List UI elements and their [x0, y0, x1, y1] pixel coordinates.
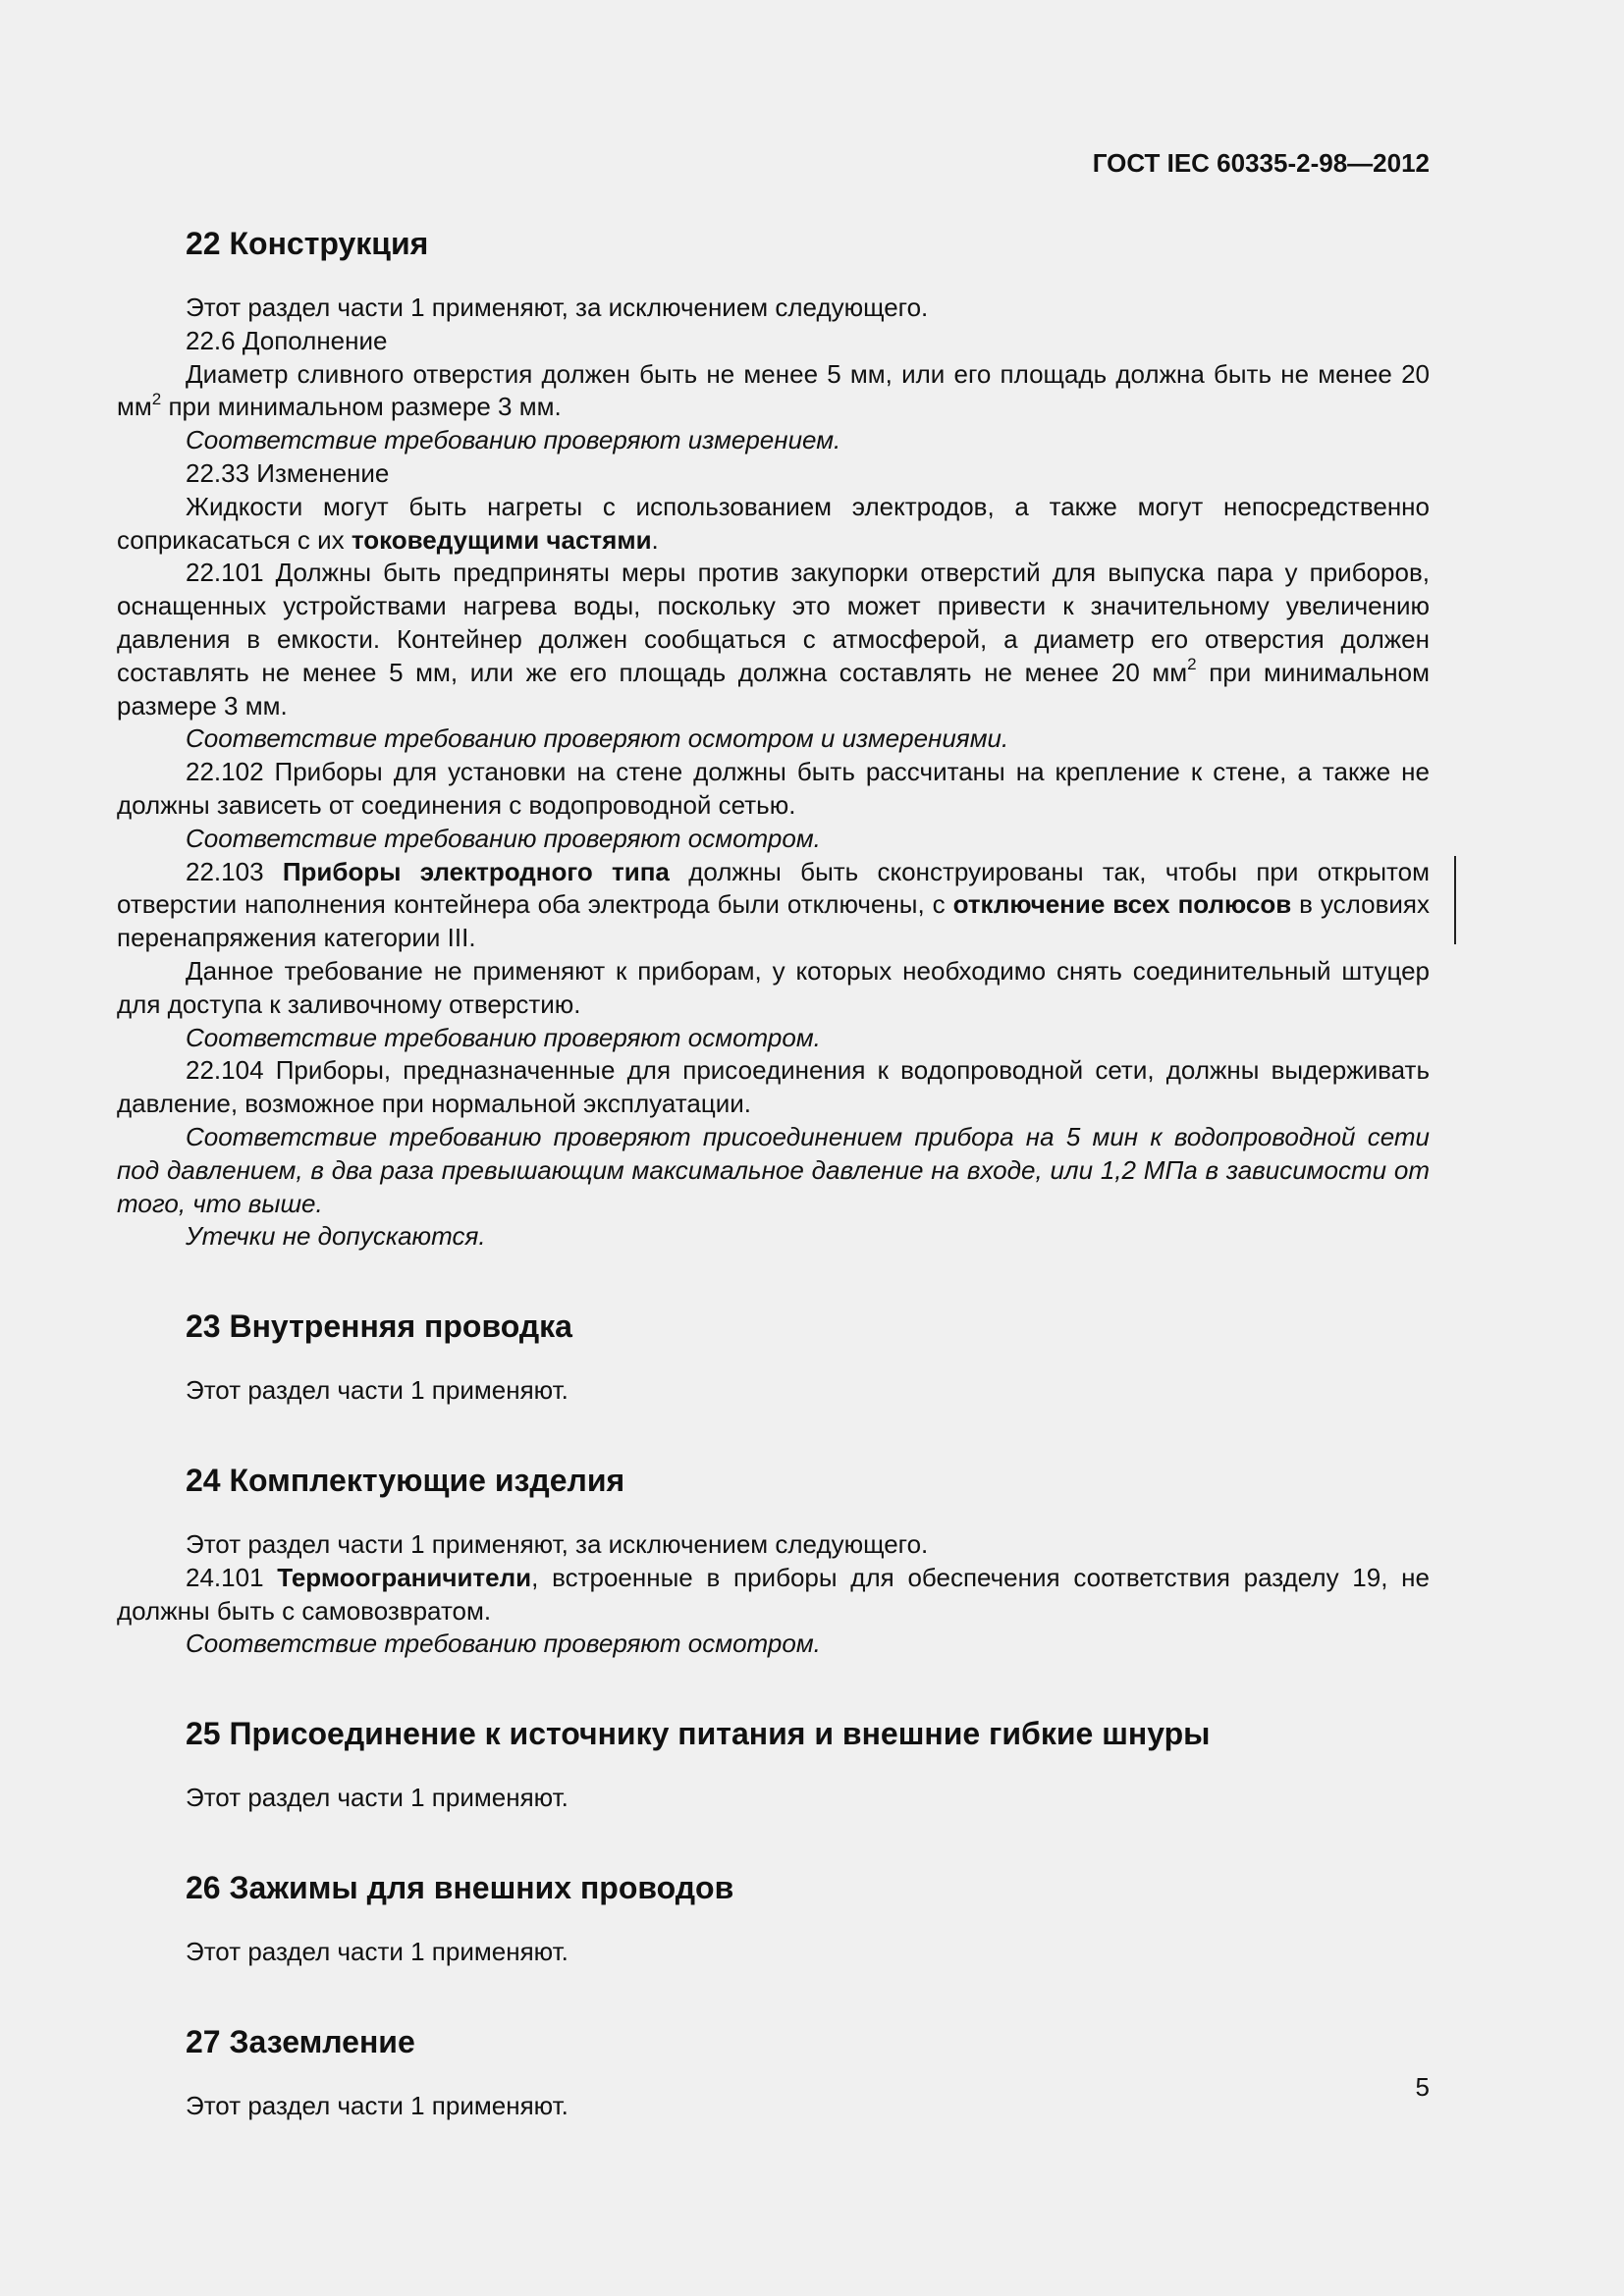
clause-22-6-text-b: при минимальном размере 3 мм.: [161, 392, 562, 422]
clause-22-102-text: 22.102 Приборы для установки на стене должны быть рассчитаны на крепление к стене, а также не должны зависеть от соединения с водопроводной сетью.: [117, 757, 1430, 820]
section-25-text: Этот раздел части 1 применяют.: [186, 1783, 568, 1813]
section-24-intro: Этот раздел части 1 применяют, за исключением следующего.: [186, 1528, 929, 1559]
clause-22-6-compliance: Соответствие требованию проверяют измерением.: [186, 425, 841, 455]
section-27-heading: 27 Заземление: [186, 2023, 415, 2059]
clause-22-102-compliance: Соответствие требованию проверяют осмотром.: [186, 823, 821, 853]
clause-24-101-text: [117, 1562, 1430, 1629]
clause-22-104-text: 22.104 Приборы, предназначенные для присоединения к водопроводной сети, должны выдерживать давление, возможное при нормальной эксплуатации.: [117, 1055, 1430, 1119]
change-marker-bar: [1454, 856, 1456, 944]
clause-22-104-compliance-2: Утечки не допускаются.: [186, 1221, 486, 1252]
page-number: 5: [1415, 2072, 1430, 2102]
clause-24-101-text-a: , встроенные в приборы для обеспечения соответствия разделу 19, не должны быть с самовозвратом.: [117, 1562, 1430, 1626]
clause-22-103-number: 22.103: [186, 856, 283, 886]
clause-22-101-text-a: 22.101 Должны быть предприняты меры против закупорки отверстий для выпуска пара у приборов, оснащенных устройствами нагрева воды, поскольку это может привести к значительному увеличению давления в емкости. Контейнер должен сообщаться с атмосферой, а диаметр его отверстия должен составлять не менее 5 мм, или же его площадь должна составлять не менее 20 мм: [117, 558, 1430, 687]
section-23-text: Этот раздел части 1 применяют.: [186, 1375, 568, 1406]
document-body: [117, 224, 1430, 2122]
section-26-text: Этот раздел части 1 применяют.: [186, 1936, 568, 1966]
defined-term-all-pole-disconnection: отключение всех полюсов: [952, 889, 1292, 920]
clause-22-33-title: 22.33 Изменение: [186, 457, 390, 488]
document-header: ГОСТ IEC 60335-2-98—2012: [1092, 148, 1430, 178]
section-25-heading: 25 Присоединение к источнику питания и внешние гибкие шнуры: [186, 1716, 1211, 1752]
clause-22-101-compliance: Соответствие требованию проверяют осмотром и измерениями.: [186, 723, 1009, 754]
clause-22-103-compliance: Соответствие требованию проверяют осмотром.: [186, 1022, 821, 1052]
clause-22-33-text-a: Жидкости могут быть нагреты с использованием электродов, а также могут непосредственно соприкасаться с их: [117, 491, 1430, 555]
section-22-intro: Этот раздел части 1 применяют, за исключением следующего.: [186, 293, 929, 322]
clause-22-33-text-b: .: [651, 524, 659, 555]
section-22-heading: 22 Конструкция: [186, 226, 429, 261]
clause-22-6-text-a: Диаметр сливного отверстия должен быть не менее 5 мм, или его площадь должна быть не менее 20 мм: [117, 358, 1430, 422]
clause-22-104-compliance: Соответствие требованию проверяют присоединением прибора на 5 мин к водопроводной сети под давлением, в два раза превышающим максимальное давление на входе, или 1,2 МПа в зависимости от того, что выше.: [117, 1121, 1430, 1218]
defined-term-thermal-cut-outs: Термоограничители: [277, 1562, 532, 1592]
section-23-heading: 23 Внутренняя проводка: [186, 1308, 572, 1345]
defined-term-live-parts: токоведущими частями: [351, 524, 652, 555]
clause-22-103-text-a: должны быть сконструированы так, чтобы при открытом отверстии наполнения контейнера оба электрода были отключены, с: [117, 856, 1430, 920]
clause-22-6-text: [117, 358, 1430, 425]
clause-22-103-text: [117, 856, 1430, 955]
clause-22-33-text: [117, 491, 1430, 558]
section-26-heading: 26 Зажимы для внешних проводов: [186, 1869, 734, 1905]
defined-term-electrode-appliances: Приборы электродного типа: [282, 856, 670, 886]
section-27-text: Этот раздел части 1 применяют.: [186, 2090, 568, 2120]
clause-24-101-number: 24.101: [186, 1562, 278, 1592]
clause-24-101-compliance: Соответствие требованию проверяют осмотром.: [186, 1629, 821, 1659]
clause-22-101-text: [117, 557, 1430, 722]
clause-22-101-text-b: при минимальном размере 3 мм.: [117, 657, 1430, 721]
section-24-heading: 24 Комплектующие изделия: [186, 1462, 625, 1498]
clause-22-103-text-b: в условиях перенапряжения категории III.: [117, 889, 1430, 953]
clause-22-103-note: Данное требование не применяют к приборам, у которых необходимо снять соединительный штуцер для доступа к заливочному отверстию.: [117, 955, 1430, 1019]
superscript-2: 2: [151, 389, 162, 408]
clause-22-6-title: 22.6 Дополнение: [186, 325, 388, 355]
superscript-2: 2: [1187, 655, 1197, 674]
